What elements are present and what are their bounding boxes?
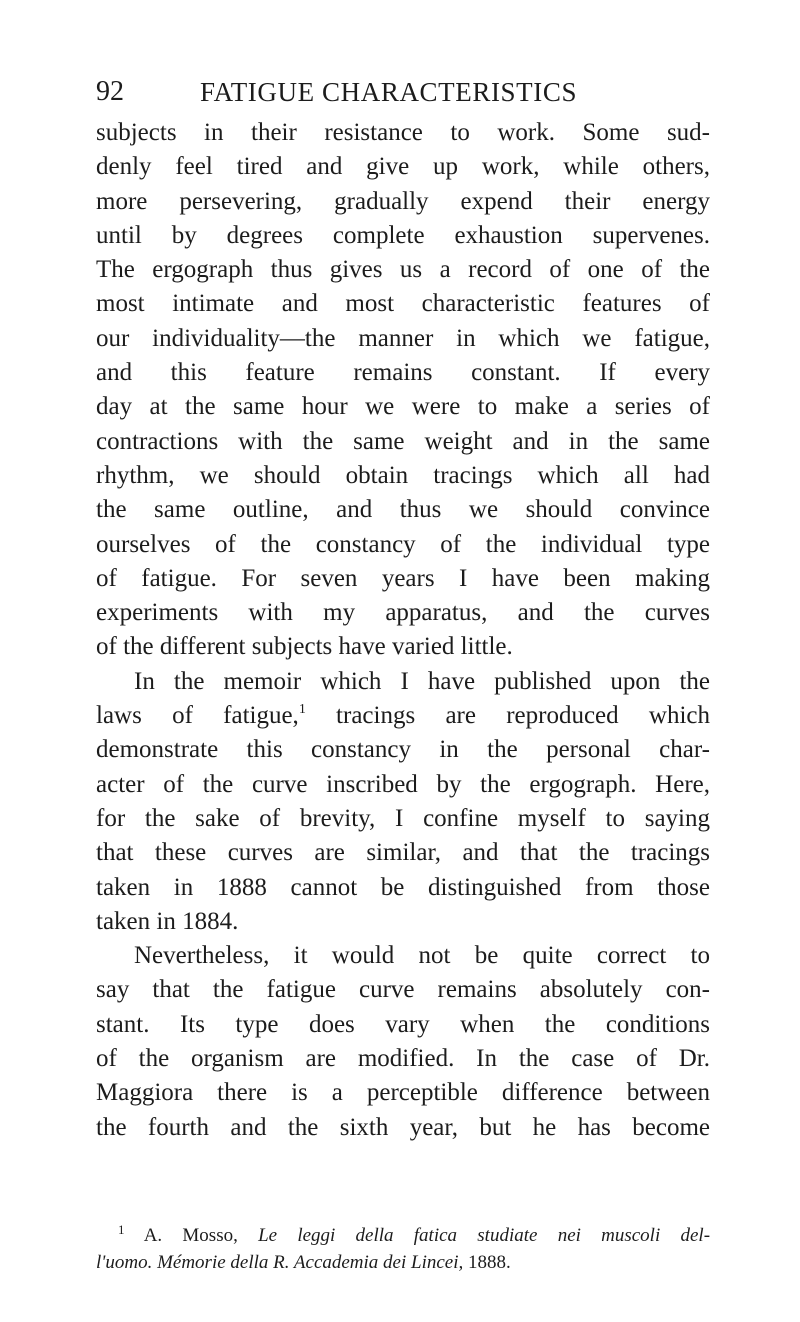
text-line: acter of the curve inscribed by the ergograph. Here,	[96, 770, 710, 798]
text-line: demonstrate this constancy in the personal char-	[96, 736, 710, 764]
text-line: day at the same hour we were to make a series of	[96, 393, 710, 421]
footnote-line	[96, 1222, 710, 1249]
text-line: the same outline, and thus we should convince	[96, 496, 710, 524]
text-line: The ergograph thus gives us a record of one of the	[96, 256, 710, 284]
footnote-title: l'uomo. Mémorie della R. Accademia dei Lincei,	[96, 1252, 464, 1273]
text-line: our individuality—the manner in which we fatigue,	[96, 324, 710, 352]
footnote-mark: 1	[118, 1222, 125, 1237]
text-line: Nevertheless, it would not be quite correct to	[134, 942, 710, 970]
footnote-reference: 1	[298, 702, 306, 718]
text-line: contractions with the same weight and in the same	[96, 427, 710, 455]
text-line: denly feel tired and give up work, while others,	[96, 153, 710, 181]
text-line: the fourth and the sixth year, but he has become	[96, 1113, 710, 1141]
text-line: taken in 1888 cannot be distinguished from those	[96, 873, 710, 901]
page-number: 92	[96, 76, 124, 107]
text-line: most intimate and most characteristic features of	[96, 290, 710, 318]
text-line-with-footnote	[96, 699, 710, 733]
text-line: subjects in their resistance to work. Some sud-	[96, 119, 710, 146]
text-line: stant. Its type does vary when the conditions	[96, 1010, 710, 1038]
text-line: more persevering, gradually expend their energy	[96, 187, 710, 215]
footnote-line	[96, 1249, 710, 1276]
footnote	[96, 1222, 710, 1276]
text-line: and this feature remains constant. If every	[96, 359, 710, 387]
footnote-year: 1888.	[468, 1252, 511, 1273]
text-line: experiments with my apparatus, and the curves	[96, 599, 710, 627]
text-fragment: tracings are reproduced which	[305, 702, 710, 730]
running-title: FATIGUE CHARACTERISTICS	[200, 77, 578, 107]
text-line: ourselves of the constancy of the individual type	[96, 530, 710, 558]
footnote-title: Le leggi della fatica studiate nei muscoli del-	[258, 1225, 711, 1246]
text-line: rhythm, we should obtain tracings which all had	[96, 461, 710, 489]
text-fragment: laws of fatigue,	[96, 702, 299, 730]
text-line: of the different subjects have varied little.	[96, 633, 513, 661]
text-line: taken in 1884.	[96, 907, 239, 935]
footnote-author: A. Mosso,	[143, 1225, 238, 1246]
text-line: that these curves are similar, and that the tracings	[96, 839, 710, 867]
text-line: of fatigue. For seven years I have been making	[96, 564, 710, 592]
text-line: In the memoir which I have published upon the	[134, 667, 710, 695]
page-header	[96, 72, 676, 112]
text-line: until by degrees complete exhaustion supervenes.	[96, 221, 710, 249]
text-line: say that the fatigue curve remains absolutely con-	[96, 976, 710, 1004]
text-line: for the sake of brevity, I confine myself to saying	[96, 804, 710, 832]
text-line: Maggiora there is a perceptible difference between	[96, 1079, 710, 1107]
body-text	[96, 116, 710, 1145]
text-line: of the organism are modified. In the case of Dr.	[96, 1045, 710, 1073]
